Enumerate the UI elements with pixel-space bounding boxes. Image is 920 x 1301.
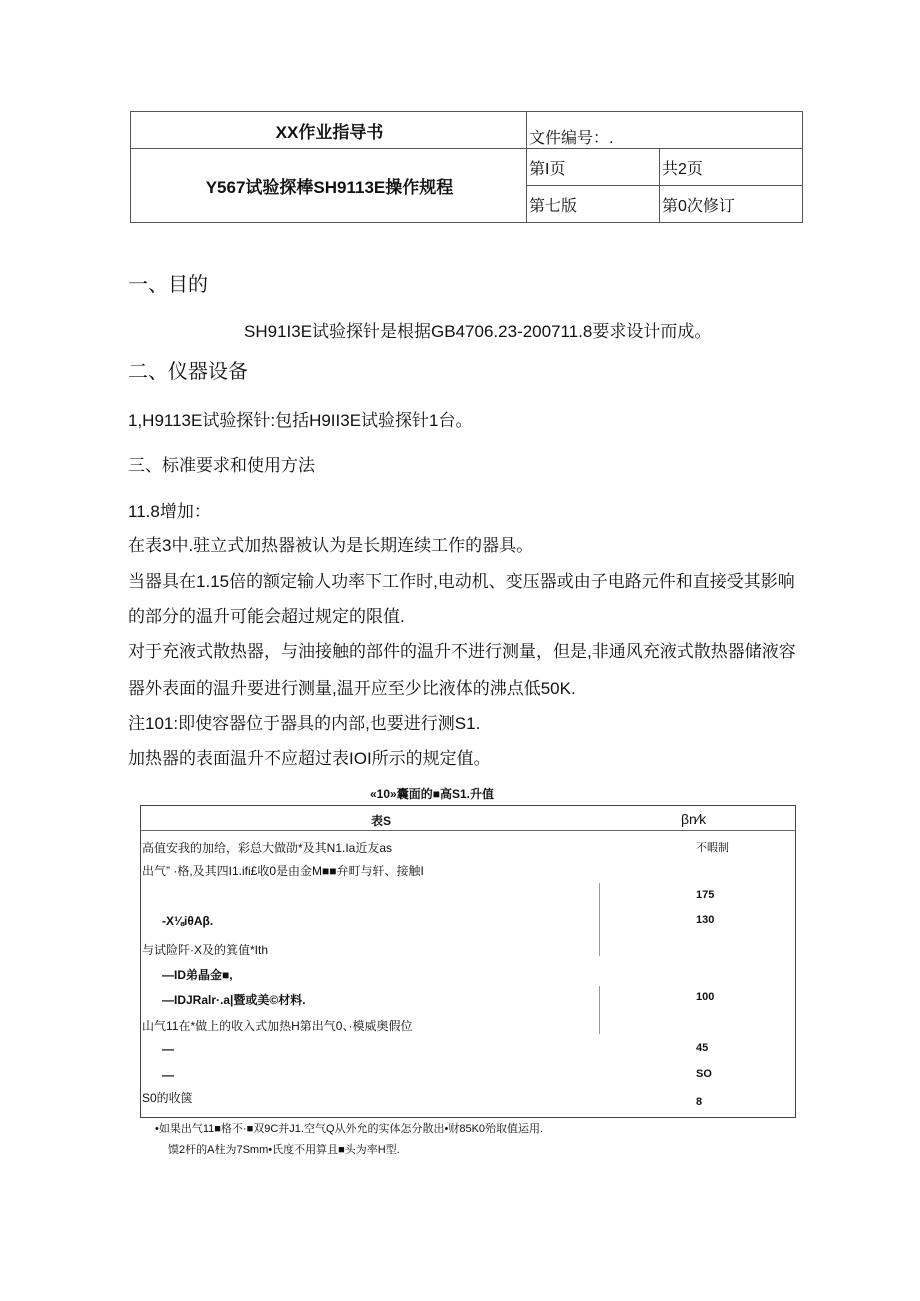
section-2-text: 1,H9113E试验探针:包括H9II3E试验探针1台。	[128, 411, 473, 430]
table-row-label: —IDJRalr·.a|暨或美©材料.	[162, 993, 306, 1007]
table-row-label: S0的收箧	[142, 1091, 193, 1105]
revision: 第0次修订	[660, 186, 803, 223]
section-1-text: SH91I3E试验探针是根据GB4706.23-200711.8要求设计而成。	[244, 322, 712, 341]
table-row-value: 175	[696, 889, 715, 901]
note: 注101:即使容器位于器具的内部,也要进行测S1.	[128, 714, 481, 733]
page-number: 第I页	[527, 149, 660, 186]
paragraph: 加热器的表面温升不应超过表IOI所示的规定值。	[128, 749, 491, 768]
table-row-label: 山气11在*做上的收入式加热H第出气0、·模威奥假位	[142, 1019, 413, 1033]
paragraph: 在表3中.驻立式加热器被认为是长期连续工作的器具。	[128, 536, 534, 555]
paragraph: 的部分的温升可能会超过规定的限值.	[128, 607, 405, 626]
table-row-value: 45	[696, 1042, 709, 1054]
page-total: 共2页	[660, 149, 803, 186]
column-header-value: βn∕k	[681, 811, 707, 827]
section-heading-1: 一、目的	[128, 274, 208, 296]
table-row-label: —	[162, 1042, 174, 1056]
temperature-rise-table	[140, 805, 796, 1118]
paragraph: 11.8增加：	[128, 502, 211, 521]
table-row-value: 8	[696, 1096, 703, 1108]
edition: 第七版	[527, 186, 660, 223]
table-row-label: 高值安我的加给，彩总大做劭*及其N1.Ia近友as	[142, 841, 393, 855]
table-footnote: 馍2杆的A柱为7Smm•氏度不用算且■头为率H型.	[168, 1144, 400, 1156]
doc-subtitle: Y567试验探棒SH9113E操作规程	[131, 149, 527, 223]
table-row-value: 100	[696, 991, 715, 1003]
doc-title: XX作业指导书	[131, 112, 527, 149]
column-header-part: 表S	[371, 814, 392, 828]
table-row-label: 出气” ·格,及其四I1.ifi£收0是由金M■■弁町与轩、接触I	[142, 864, 424, 878]
paragraph: 对于充液式散热器，与油接触的部件的温升不进行测量，但是,非通风充液式散热器储液容	[128, 642, 796, 661]
table-row-value: 130	[696, 914, 715, 926]
table-caption: «10»囊面的■高S1.升值	[370, 787, 494, 801]
table-row-label: —ID弟晶金■,	[162, 968, 233, 982]
table-row-label: -X⅛iθAβ.	[162, 914, 214, 928]
paragraph: 当器具在1.15倍的额定输人功率下工作时,电动机、变压器或由子电路元件和直接受其影响	[128, 572, 795, 591]
doc-number: 文件编号：.	[527, 112, 803, 149]
table-row-value: 不暇制	[696, 842, 729, 854]
paragraph: 器外表面的温升要进行测量,温开应至少比液体的沸点低50K.	[128, 679, 576, 698]
section-heading-3: 三、标准要求和使用方法	[128, 456, 315, 475]
table-footnote: •如果出气11■格不·■双9C并J1.空气Q从外允的实体怎分散出•财85K0殆取值运用.	[155, 1123, 544, 1135]
section-heading-2: 二、仪器设备	[128, 361, 248, 383]
table-row-label: —	[162, 1068, 174, 1082]
header-table	[130, 111, 803, 223]
table-row-value: SO	[696, 1068, 712, 1080]
table-row-label: 与试险阡·X及的箕值*Ith	[142, 943, 269, 957]
